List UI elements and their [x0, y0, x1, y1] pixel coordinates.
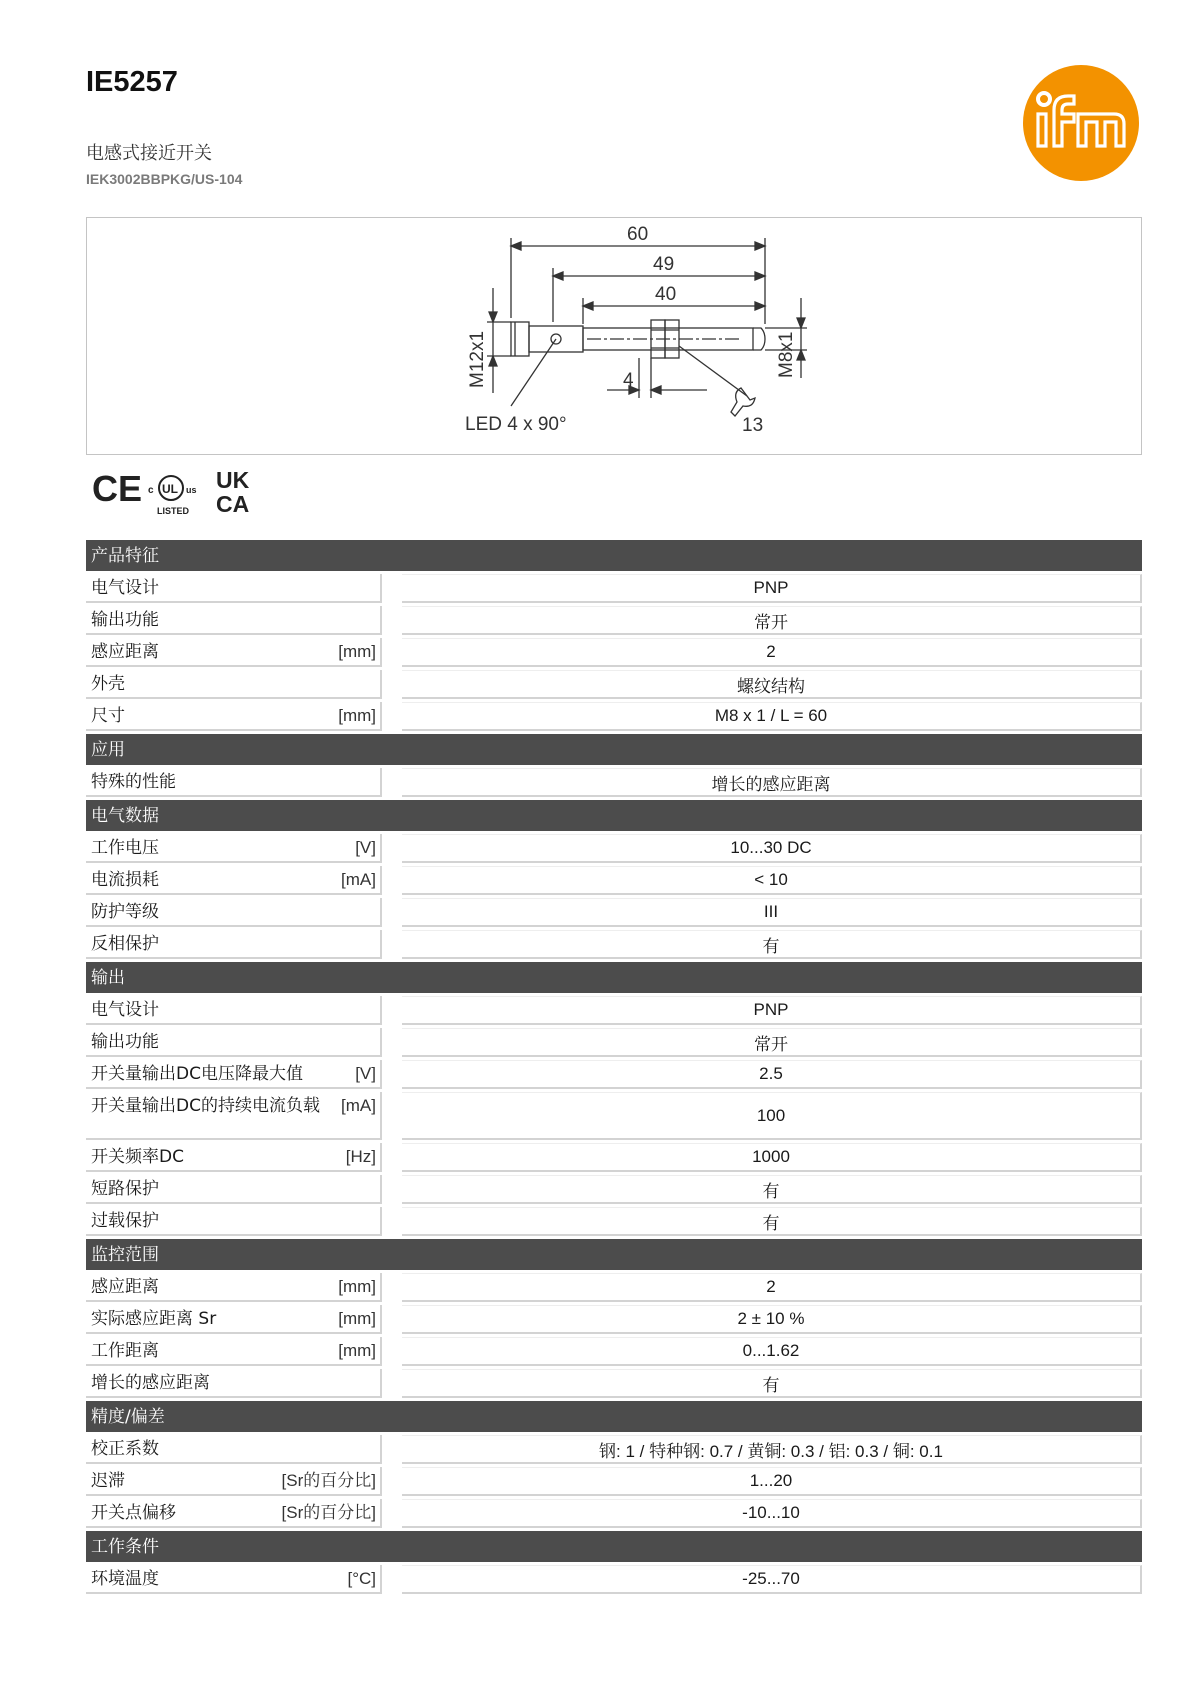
spec-row	[86, 1337, 1142, 1366]
spec-value: 有	[402, 1207, 1142, 1236]
spec-row	[86, 1499, 1142, 1528]
dim-49: 49	[653, 254, 675, 275]
spec-label-cell	[86, 1435, 382, 1464]
spec-unit: [mA]	[341, 870, 376, 889]
spec-label-cell	[86, 834, 382, 863]
spec-label: 反相保护	[91, 934, 159, 954]
spec-row	[86, 1060, 1142, 1089]
spec-label-cell	[86, 866, 382, 895]
spec-row	[86, 670, 1142, 699]
spec-value: 常开	[402, 1028, 1142, 1057]
spec-unit: [V]	[355, 838, 376, 857]
spec-row	[86, 1207, 1142, 1236]
product-code: IEK3002BBPKG/US-104	[86, 171, 243, 187]
section-header: 工作条件	[86, 1531, 1142, 1562]
spec-row	[86, 1369, 1142, 1398]
spec-label: 电气设计	[91, 578, 159, 598]
spec-unit: [°C]	[347, 1569, 376, 1588]
spec-row	[86, 638, 1142, 667]
spec-unit: [Sr的百分比]	[281, 1471, 376, 1490]
dim-60: 60	[627, 224, 649, 245]
spec-label-cell	[86, 702, 382, 731]
product-title: IE5257	[86, 66, 178, 98]
spec-label-cell	[86, 1143, 382, 1172]
ul-us: us	[186, 485, 197, 495]
spec-unit: [mA]	[341, 1096, 376, 1115]
specifications-table	[86, 540, 1142, 1597]
spec-label: 外壳	[91, 674, 125, 694]
spec-value: PNP	[402, 996, 1142, 1025]
spec-value: 0...1.62	[402, 1337, 1142, 1366]
spec-label: 开关频率DC	[91, 1147, 184, 1167]
spec-label-cell	[86, 638, 382, 667]
spec-label: 校正系数	[91, 1439, 159, 1459]
spec-value: -25...70	[402, 1565, 1142, 1594]
spec-row	[86, 1435, 1142, 1464]
spec-label: 尺寸	[91, 706, 125, 726]
spec-value: 常开	[402, 606, 1142, 635]
spec-row	[86, 898, 1142, 927]
spec-unit: [mm]	[338, 642, 376, 661]
wrench-size: 13	[742, 415, 764, 436]
spec-value: 10...30 DC	[402, 834, 1142, 863]
spec-label-cell	[86, 1337, 382, 1366]
spec-value: 2 ± 10 %	[402, 1305, 1142, 1334]
spec-label: 电流损耗	[91, 870, 159, 890]
spec-value: 有	[402, 1175, 1142, 1204]
spec-label: 特殊的性能	[91, 772, 176, 792]
spec-row	[86, 1175, 1142, 1204]
spec-label: 实际感应距离 Sr	[91, 1309, 217, 1329]
spec-row	[86, 1092, 1142, 1140]
section-header: 监控范围	[86, 1239, 1142, 1270]
spec-value: PNP	[402, 574, 1142, 603]
spec-unit: [Sr的百分比]	[281, 1503, 376, 1522]
spec-unit: [mm]	[338, 1309, 376, 1328]
spec-label: 工作距离	[91, 1341, 159, 1361]
spec-unit: [Hz]	[345, 1147, 376, 1166]
spec-unit: [mm]	[338, 1341, 376, 1360]
section-header: 电气数据	[86, 800, 1142, 831]
spec-label: 开关点偏移	[91, 1503, 176, 1523]
spec-label: 工作电压	[91, 838, 159, 858]
spec-label-cell	[86, 1060, 382, 1089]
spec-row	[86, 930, 1142, 959]
spec-label: 防护等级	[91, 902, 159, 922]
spec-label-cell	[86, 670, 382, 699]
spec-row	[86, 1273, 1142, 1302]
m8-label: M8x1	[776, 331, 797, 378]
spec-row	[86, 866, 1142, 895]
spec-value: 2.5	[402, 1060, 1142, 1089]
spec-row	[86, 1467, 1142, 1496]
spec-label: 输出功能	[91, 1032, 159, 1052]
spec-label-cell	[86, 606, 382, 635]
spec-row	[86, 1305, 1142, 1334]
spec-unit: [V]	[355, 1064, 376, 1083]
spec-value: 100	[402, 1092, 1142, 1140]
spec-row	[86, 834, 1142, 863]
spec-value: 有	[402, 1369, 1142, 1398]
spec-value: M8 x 1 / L = 60	[402, 702, 1142, 731]
spec-value: 2	[402, 638, 1142, 667]
spec-label-cell	[86, 574, 382, 603]
section-header: 输出	[86, 962, 1142, 993]
spec-label: 增长的感应距离	[91, 1373, 210, 1393]
spec-value: III	[402, 898, 1142, 927]
spec-value: 钢: 1 / 特种钢: 0.7 / 黄铜: 0.3 / 铝: 0.3 / 铜: 0.1	[402, 1435, 1142, 1464]
spec-label: 迟滞	[91, 1471, 125, 1491]
spec-row	[86, 606, 1142, 635]
spec-label-cell	[86, 1467, 382, 1496]
spec-label-cell	[86, 996, 382, 1025]
section-header: 精度/偏差	[86, 1401, 1142, 1432]
ukca-bottom: CA	[216, 491, 250, 517]
dim-4: 4	[623, 370, 634, 391]
spec-row	[86, 768, 1142, 797]
dimension-drawing	[86, 217, 1142, 455]
spec-value: 增长的感应距离	[402, 768, 1142, 797]
spec-label: 短路保护	[91, 1179, 159, 1199]
section-header: 应用	[86, 734, 1142, 765]
product-subtitle: 电感式接近开关	[86, 143, 212, 164]
spec-label: 过载保护	[91, 1211, 159, 1231]
spec-label-cell	[86, 1028, 382, 1057]
spec-label-cell	[86, 1565, 382, 1594]
spec-label-cell	[86, 898, 382, 927]
spec-value: < 10	[402, 866, 1142, 895]
spec-label-cell	[86, 1175, 382, 1204]
spec-unit: [mm]	[338, 1277, 376, 1296]
spec-label: 开关量输出DC电压降最大值	[91, 1064, 303, 1084]
ul-c: c	[148, 485, 154, 496]
led-label: LED 4 x 90°	[465, 414, 567, 435]
spec-label-cell	[86, 1369, 382, 1398]
ifm-logo	[1022, 64, 1140, 182]
ukca-top: UK	[216, 467, 250, 493]
spec-label-cell	[86, 930, 382, 959]
spec-label-cell	[86, 1305, 382, 1334]
ce-mark: CE	[92, 468, 143, 509]
spec-value: 螺纹结构	[402, 670, 1142, 699]
spec-label: 环境温度	[91, 1569, 159, 1589]
spec-label: 感应距离	[91, 1277, 159, 1297]
spec-value: 2	[402, 1273, 1142, 1302]
spec-label-cell	[86, 768, 382, 797]
spec-value: 1...20	[402, 1467, 1142, 1496]
certification-marks	[92, 462, 262, 520]
m12-label: M12x1	[467, 330, 488, 388]
spec-row	[86, 996, 1142, 1025]
spec-row	[86, 1028, 1142, 1057]
spec-label: 感应距离	[91, 642, 159, 662]
spec-label-cell	[86, 1499, 382, 1528]
spec-value: 有	[402, 930, 1142, 959]
spec-value: 1000	[402, 1143, 1142, 1172]
spec-row	[86, 574, 1142, 603]
ul-mark: UL	[162, 482, 178, 496]
spec-label-cell	[86, 1273, 382, 1302]
section-header: 产品特征	[86, 540, 1142, 571]
spec-label-cell	[86, 1207, 382, 1236]
spec-label: 开关量输出DC的持续电流负载	[91, 1096, 320, 1116]
spec-row	[86, 1143, 1142, 1172]
dim-40: 40	[655, 284, 677, 305]
spec-label-cell	[86, 1092, 382, 1140]
spec-unit: [mm]	[338, 706, 376, 725]
spec-row	[86, 1565, 1142, 1594]
spec-label: 电气设计	[91, 1000, 159, 1020]
spec-value: -10...10	[402, 1499, 1142, 1528]
ul-listed: LISTED	[157, 506, 190, 516]
spec-row	[86, 702, 1142, 731]
spec-label: 输出功能	[91, 610, 159, 630]
